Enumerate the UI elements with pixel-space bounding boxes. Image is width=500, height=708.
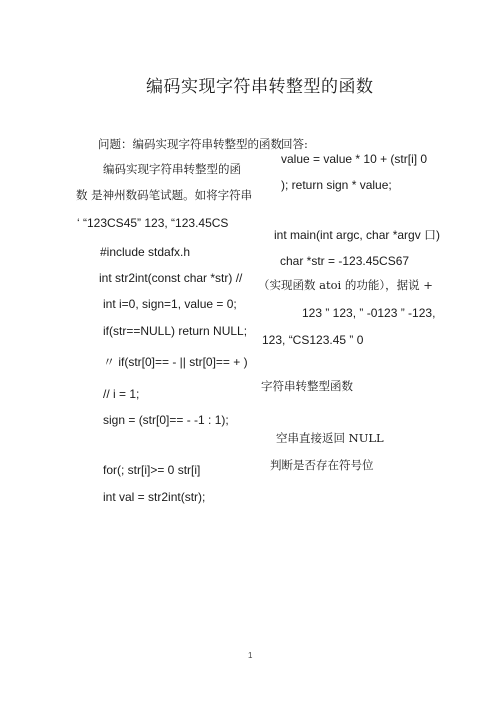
right-line-1: 回答: — [281, 137, 308, 151]
left-line-6: int str2int(const char *str) // — [99, 271, 243, 285]
left-line-12: for(; str[i]>= 0 str[i] — [103, 463, 201, 477]
page-number: 1 — [248, 651, 253, 660]
right-line-11: 判断是否存在符号位 — [270, 458, 374, 472]
left-line-8: if(str==NULL) return NULL; — [103, 324, 248, 338]
document-title: 编码实现字符串转整型的函数 — [146, 77, 374, 97]
right-line-3: ); return sign * value; — [281, 178, 392, 192]
right-line-8: 123, “CS123.45 ” 0 — [262, 333, 364, 347]
left-line-10: // i = 1; — [103, 387, 140, 401]
right-line-9: 字符串转整型函数 — [261, 379, 353, 393]
left-line-1: 问题：编码实现字符串转整型的函数 — [98, 137, 282, 151]
left-line-4: ‘ “123CS45” 123, “123.45CS — [77, 216, 229, 230]
left-line-5: #include stdafx.h — [100, 245, 191, 259]
left-line-11: sign = (str[0]== - -1 : 1); — [103, 413, 229, 427]
left-line-2: 编码实现字符串转整型的函 — [103, 162, 241, 176]
right-line-4: int main(int argc, char *argv 口) — [274, 228, 441, 242]
right-line-6: （实现函数 atoi 的功能），据说 + — [258, 278, 433, 292]
right-line-7: 123 ” 123, ” -0123 ” -123, — [302, 306, 436, 320]
right-line-5: char *str = -123.45CS67 — [280, 254, 410, 268]
left-line-9: 〃 if(str[0]== - || str[0]== + ) — [103, 355, 248, 369]
left-line-13: int val = str2int(str); — [103, 490, 206, 504]
right-line-2: value = value * 10 + (str[i] 0 — [281, 152, 428, 166]
left-line-3: 数 是神州数码笔试题。如将字符串 — [76, 188, 253, 202]
left-line-7: int i=0, sign=1, value = 0; — [103, 297, 237, 311]
right-line-10: 空串直接返回 NULL — [276, 431, 384, 445]
